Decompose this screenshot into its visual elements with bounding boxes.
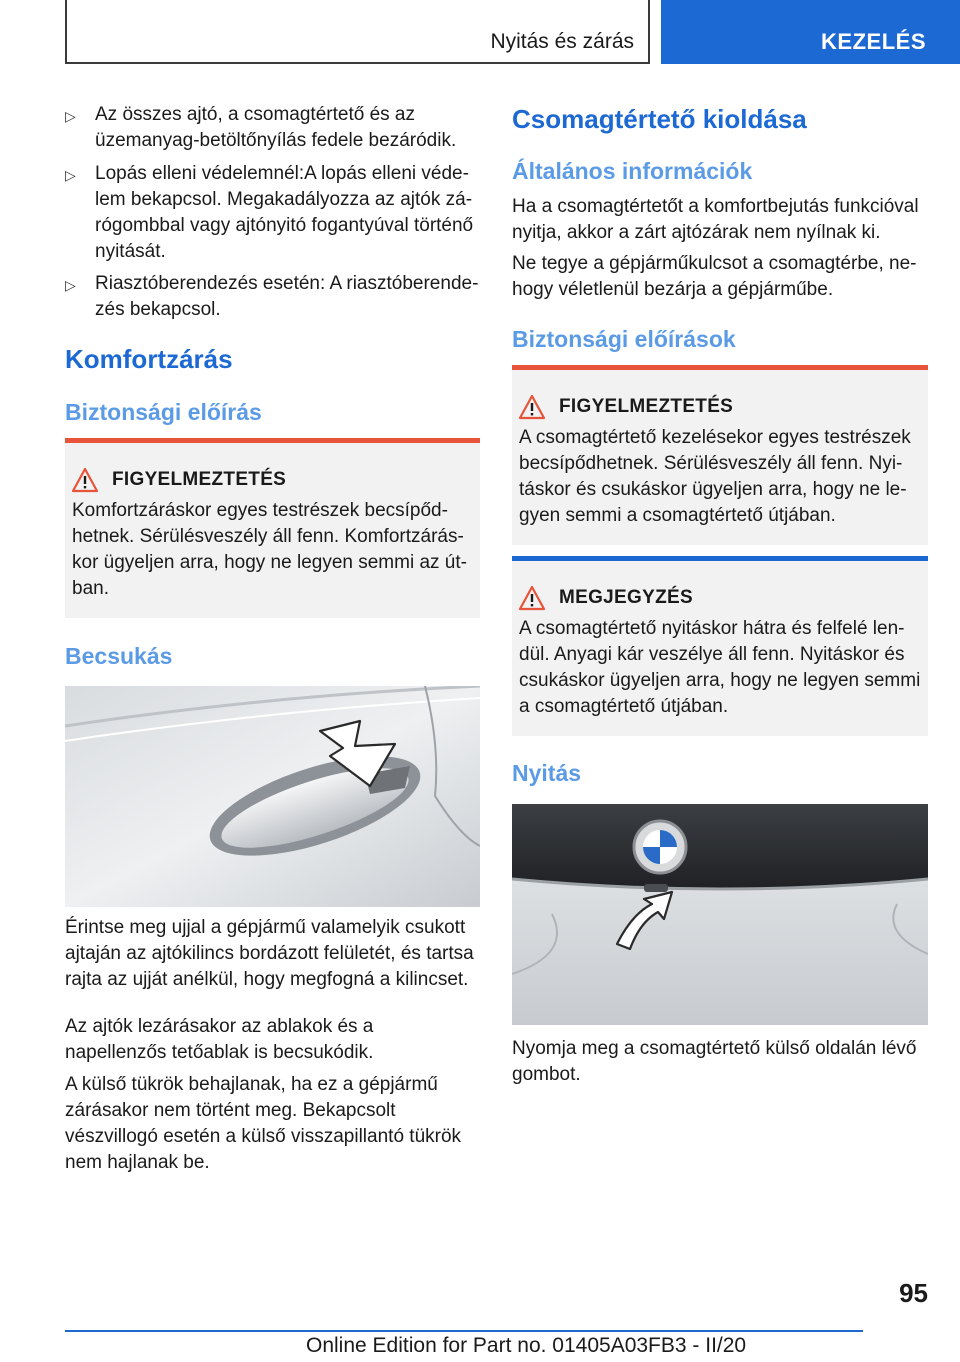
warning-text: Komfortzáráskor egyes testrészek becsípődhetnek. Sérülésveszély áll fenn. Komfortzáráskor ügyeljen arra, hogy ne legyen semmi az útban. <box>72 500 467 599</box>
header-chapter-tab <box>661 0 960 64</box>
bullet-text: Az összes ajtó, a csomagtértető és az üzemanyag-betöltőnyílás fedele bezáródik. <box>95 104 457 151</box>
bullet-item-2 <box>65 161 480 265</box>
caption-trunk: Nyomja meg a csomagtértető külső oldalán lévő gombot. <box>512 1038 917 1085</box>
bullet-text: Lopás elleni védelemnél:A lopás elleni védelem bekapcsol. Megakadályozza az ajtók zárógombbal vagy ajtónyitó fogantyúval történő nyitását. <box>95 163 474 262</box>
triangle-right-icon: ▷ <box>65 277 76 293</box>
footer-edition: Online Edition for Part no. 01405A03FB3 - II/20 <box>306 1334 747 1357</box>
paragraph-windows: Az ajtók lezárásakor az ablakok és a napellenzős tetőablak is becsukódik. <box>65 1016 374 1063</box>
triangle-right-icon: ▷ <box>65 167 76 183</box>
footer-divider <box>65 1330 863 1332</box>
paragraph-mirrors: A külső tükrök behajlanak, ha ez a gépjármű zárásakor nem történt meg. Bekapcsolt vészvillogó esetén a külső visszapillantó tükrök nem hajlanak be. <box>65 1074 462 1173</box>
triangle-right-icon: ▷ <box>65 108 76 124</box>
bullet-item-1 <box>65 102 480 154</box>
header-chapter-label: KEZELÉS <box>821 29 926 54</box>
warning-triangle-icon <box>518 394 546 420</box>
warning-triangle-icon <box>71 467 99 493</box>
note-title: MEGJEGYZÉS <box>559 587 693 608</box>
subheading-safety-rules: Biztonsági előírások <box>512 326 736 352</box>
warning-box <box>65 438 480 618</box>
warning-text: A csomagtértető kezelésekor egyes testrészek becsípődhetnek. Sérülésveszély áll fenn. Nyitáskor és csukáskor ügyeljen arra, hogy ne legyen semmi a csomagtértető útjában. <box>519 427 911 526</box>
header-section-box <box>65 0 650 64</box>
heading-csomagterteto: Csomagtértető kioldása <box>512 104 807 134</box>
bullet-item-3 <box>65 271 480 323</box>
bullet-text: Riasztóberendezés esetén: A riasztóberendezés bekapcsol. <box>95 273 479 320</box>
paragraph-general-1: Ha a csomagtértetőt a komfortbejutás funkcióval nyitja, akkor a zárt ajtózárak nem nyílnak ki. <box>512 196 919 243</box>
warning-title: FIGYELMEZTETÉS <box>559 396 734 417</box>
trunk-button-image <box>512 804 928 1025</box>
note-text: A csomagtértető nyitáskor hátra és felfelé lendül. Anyagi kár veszélye áll fenn. Nyitáskor és csukáskor ügyeljen arra, hogy ne legyen semmi a csomagtértető útjában. <box>519 618 921 717</box>
warning-triangle-icon <box>518 585 546 611</box>
subheading-becsukas: Becsukás <box>65 643 173 669</box>
note-box <box>512 556 928 736</box>
warning-box <box>512 365 928 545</box>
paragraph-touch: Érintse meg ujjal a gépjármű valamelyik csukott ajtaján az ajtókilincs bordázott felületét, és tartsa rajta az ujját anélkül, hogy megfogná a kilincset. <box>65 917 474 990</box>
warning-title: FIGYELMEZTETÉS <box>112 469 287 490</box>
door-handle-image <box>65 686 480 907</box>
paragraph-general-2: Ne tegye a gépjárműkulcsot a csomagtérbe, nehogy véletlenül bezárja a gépjárműbe. <box>512 253 917 300</box>
subheading-general: Általános információk <box>512 158 753 184</box>
subheading-safety: Biztonsági előírás <box>65 399 262 425</box>
header-section-title: Nyitás és zárás <box>490 30 634 53</box>
heading-komfortzaras: Komfortzárás <box>65 344 233 374</box>
subheading-nyitas: Nyitás <box>512 760 582 786</box>
page-number: 95 <box>899 1278 928 1308</box>
